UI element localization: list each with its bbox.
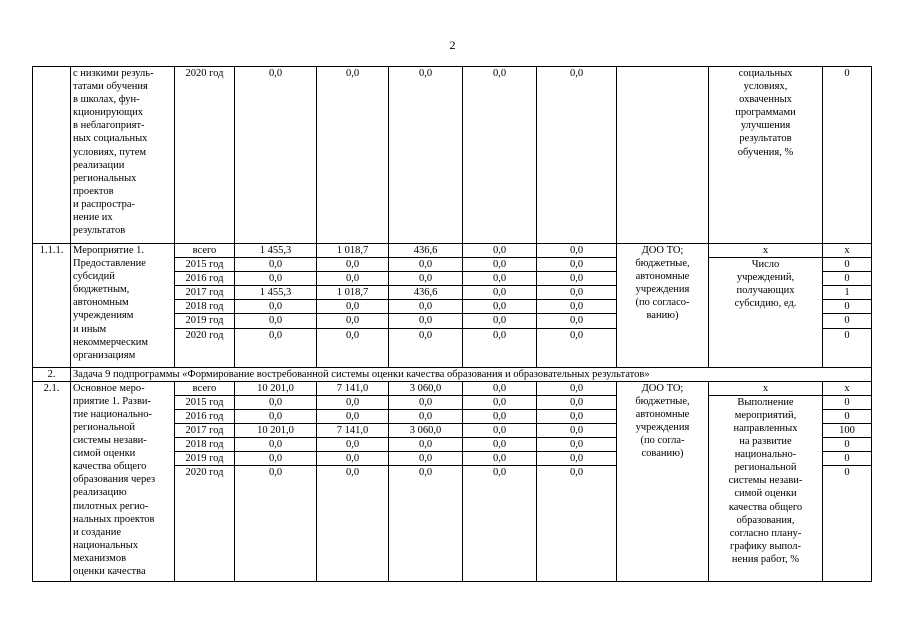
value-cell: 0,0	[317, 258, 389, 272]
year-cell: 2016 год	[175, 409, 235, 423]
table-row	[33, 244, 872, 258]
value-cell: 0,0	[317, 328, 389, 367]
value-cell: 3 060,0	[389, 423, 463, 437]
value-cell: 0,0	[537, 244, 617, 258]
indicator-value-cell: 0	[823, 258, 872, 272]
value-cell: 0,0	[235, 438, 317, 452]
value-cell: 0,0	[389, 314, 463, 328]
value-cell: 0,0	[235, 300, 317, 314]
value-cell: 0,0	[537, 286, 617, 300]
value-cell: 0,0	[317, 300, 389, 314]
value-cell: 10 201,0	[235, 381, 317, 395]
year-cell: 2016 год	[175, 272, 235, 286]
value-cell: 0,0	[537, 300, 617, 314]
value-cell: 0,0	[389, 452, 463, 466]
indicator-cell: х	[709, 381, 823, 395]
program-table	[32, 66, 872, 582]
value-cell: 0,0	[235, 409, 317, 423]
value-cell: 7 141,0	[317, 381, 389, 395]
indicator-value-cell: 0	[823, 438, 872, 452]
value-cell: 0,0	[537, 423, 617, 437]
value-cell: 0,0	[317, 409, 389, 423]
value-cell: 1 018,7	[317, 244, 389, 258]
indicator-value-cell: 0	[823, 272, 872, 286]
value-cell: 0,0	[317, 466, 389, 582]
year-cell: 2015 год	[175, 395, 235, 409]
executor-cell: ДОО ТО; бюджетные, автономные учреждения (по согла- сованию)	[617, 381, 709, 582]
year-cell: 2020 год	[175, 328, 235, 367]
value-cell: 0,0	[537, 438, 617, 452]
value-cell: 0,0	[463, 286, 537, 300]
year-cell: всего	[175, 381, 235, 395]
value-cell: 0,0	[537, 272, 617, 286]
row-number-cell: 1.1.1.	[33, 244, 71, 368]
indicator-value-cell: х	[823, 244, 872, 258]
value-cell: 0,0	[463, 409, 537, 423]
value-cell: 0,0	[463, 381, 537, 395]
indicator-value-cell: 0	[823, 328, 872, 367]
year-cell: 2018 год	[175, 300, 235, 314]
value-cell: 0,0	[235, 452, 317, 466]
value-cell: 0,0	[389, 395, 463, 409]
indicator-value-cell: 100	[823, 423, 872, 437]
row-number-cell	[33, 67, 71, 244]
value-cell: 1 455,3	[235, 286, 317, 300]
year-cell: всего	[175, 244, 235, 258]
year-cell: 2019 год	[175, 452, 235, 466]
task-row	[33, 367, 872, 381]
value-cell: 0,0	[537, 466, 617, 582]
value-cell: 0,0	[463, 314, 537, 328]
value-cell: 0,0	[537, 381, 617, 395]
executor-cell	[617, 67, 709, 244]
task-number-cell: 2.	[33, 367, 71, 381]
value-cell: 0,0	[389, 300, 463, 314]
value-cell: 0,0	[235, 272, 317, 286]
value-cell: 1 018,7	[317, 286, 389, 300]
value-cell: 0,0	[463, 452, 537, 466]
task-title-cell: Задача 9 подпрограммы «Формирование востребованной системы оценки качества образования и образовательных результатов»	[71, 367, 872, 381]
value-cell: 10 201,0	[235, 423, 317, 437]
indicator-cell: социальных условиях, охваченных программами улучшения результатов обучения, %	[709, 67, 823, 244]
value-cell: 0,0	[537, 395, 617, 409]
value-cell: 0,0	[537, 67, 617, 244]
value-cell: 436,6	[389, 244, 463, 258]
indicator-cell: Число учреждений, получающих субсидию, ед.	[709, 258, 823, 367]
value-cell: 0,0	[463, 466, 537, 582]
measure-name-cell: с низкими резуль- татами обучения в школах, фун- кционирующих в неблагоприят- ных социальных условиях, путем реализации региональных проектов и распростра- нение их результатов	[71, 67, 175, 244]
year-cell: 2015 год	[175, 258, 235, 272]
value-cell: 0,0	[537, 314, 617, 328]
value-cell: 0,0	[235, 67, 317, 244]
indicator-value-cell: 0	[823, 409, 872, 423]
value-cell: 0,0	[463, 438, 537, 452]
indicator-value-cell: х	[823, 381, 872, 395]
value-cell: 0,0	[389, 258, 463, 272]
measure-name-cell: Основное меро- приятие 1. Разви- тие национально- региональной системы незави- симой оценки качества общего образования через реализацию пилотных регио- нальных проектов и создание национальных механизмов оценки качества	[71, 381, 175, 582]
value-cell: 0,0	[317, 314, 389, 328]
row-number-cell: 2.1.	[33, 381, 71, 582]
value-cell: 0,0	[389, 67, 463, 244]
value-cell: 0,0	[463, 272, 537, 286]
value-cell: 0,0	[317, 67, 389, 244]
value-cell: 0,0	[235, 328, 317, 367]
year-cell: 2017 год	[175, 423, 235, 437]
value-cell: 0,0	[317, 452, 389, 466]
indicator-value-cell: 0	[823, 300, 872, 314]
value-cell: 0,0	[537, 328, 617, 367]
value-cell: 0,0	[235, 258, 317, 272]
value-cell: 0,0	[235, 395, 317, 409]
table-row	[33, 381, 872, 395]
year-cell: 2017 год	[175, 286, 235, 300]
value-cell: 0,0	[537, 258, 617, 272]
value-cell: 0,0	[389, 272, 463, 286]
value-cell: 0,0	[317, 438, 389, 452]
value-cell: 0,0	[235, 466, 317, 582]
value-cell: 0,0	[463, 67, 537, 244]
value-cell: 0,0	[389, 438, 463, 452]
value-cell: 0,0	[389, 328, 463, 367]
indicator-value-cell: 0	[823, 395, 872, 409]
year-cell: 2018 год	[175, 438, 235, 452]
indicator-value-cell: 0	[823, 466, 872, 582]
value-cell: 0,0	[463, 328, 537, 367]
value-cell: 0,0	[463, 244, 537, 258]
value-cell: 0,0	[317, 395, 389, 409]
indicator-cell: Выполнение мероприятий, направленных на развитие национально- региональной системы незави- симой оценки качества общего образования, согласно плану- графику выпол- нения работ, %	[709, 395, 823, 581]
page-number: 2	[449, 38, 456, 52]
value-cell: 436,6	[389, 286, 463, 300]
value-cell: 0,0	[389, 409, 463, 423]
year-cell: 2020 год	[175, 67, 235, 244]
indicator-value-cell: 0	[823, 314, 872, 328]
value-cell: 0,0	[463, 423, 537, 437]
indicator-value-cell: 1	[823, 286, 872, 300]
value-cell: 3 060,0	[389, 381, 463, 395]
indicator-cell: х	[709, 244, 823, 258]
value-cell: 0,0	[537, 409, 617, 423]
indicator-value-cell: 0	[823, 67, 872, 244]
indicator-value-cell: 0	[823, 452, 872, 466]
value-cell: 1 455,3	[235, 244, 317, 258]
executor-cell: ДОО ТО; бюджетные, автономные учреждения (по согласо- ванию)	[617, 244, 709, 368]
year-cell: 2020 год	[175, 466, 235, 582]
value-cell: 0,0	[235, 314, 317, 328]
value-cell: 0,0	[537, 452, 617, 466]
value-cell: 7 141,0	[317, 423, 389, 437]
table-row	[33, 67, 872, 244]
value-cell: 0,0	[463, 258, 537, 272]
value-cell: 0,0	[389, 466, 463, 582]
year-cell: 2019 год	[175, 314, 235, 328]
measure-name-cell: Мероприятие 1. Предоставление субсидий бюджетным, автономным учреждениям и иным некоммерческим организациям	[71, 244, 175, 368]
value-cell: 0,0	[463, 300, 537, 314]
value-cell: 0,0	[317, 272, 389, 286]
value-cell: 0,0	[463, 395, 537, 409]
